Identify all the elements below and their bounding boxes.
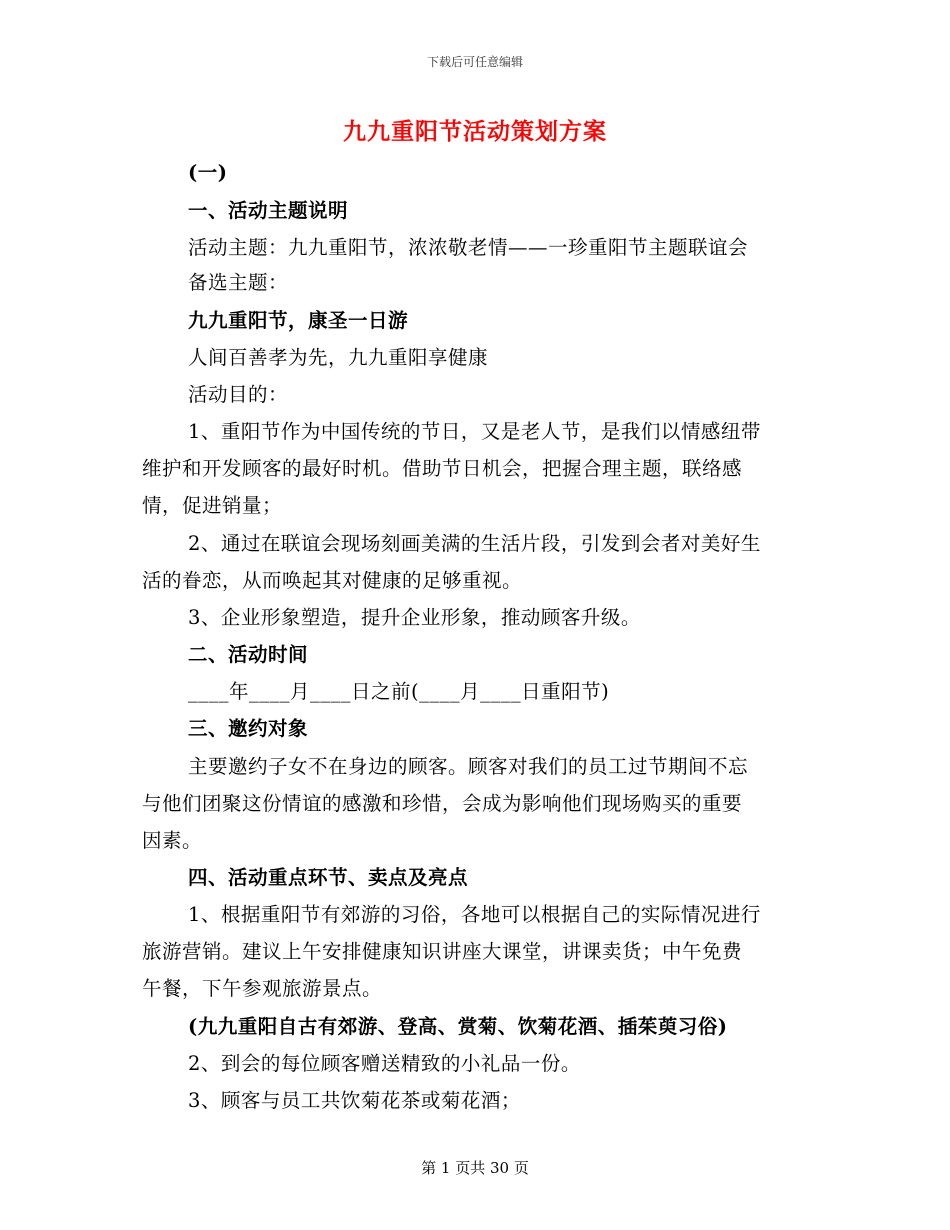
page-number: 第 1 页共 30 页 <box>421 1159 529 1177</box>
paragraph-line: 主要邀约子女不在身边的顾客。顾客对我们的员工过节期间不忘 <box>188 755 749 778</box>
paragraph-line: 2、到会的每位顾客赠送精致的小礼品一份。 <box>188 1052 581 1075</box>
paragraph-line: 情，促进销量； <box>142 494 283 517</box>
heading-highlights: 四、活动重点环节、卖点及亮点 <box>188 866 469 889</box>
paragraph-line: 1、重阳节作为中国传统的节日，又是老人节，是我们以情感纽带 <box>188 420 761 443</box>
paragraph-line: 2、通过在联谊会现场刻画美满的生活片段，引发到会者对美好生 <box>188 532 761 555</box>
heading-invitees: 三、邀约对象 <box>188 717 309 740</box>
paragraph-line: 人间百善孝为先，九九重阳享健康 <box>188 346 489 369</box>
custom-note-line: (九九重阳自古有郊游、登高、赏菊、饮菊花酒、插茱萸习俗) <box>188 1015 728 1038</box>
paragraph-line: 旅游营销。建议上午安排健康知识讲座大课堂，讲课卖货；中午免费 <box>142 940 743 963</box>
document-title: 九九重阳节活动策划方案 <box>343 118 607 145</box>
paragraph-line: 活的眷恋，从而唤起其对健康的足够重视。 <box>142 569 523 592</box>
paragraph-line: 3、顾客与员工共饮菊花茶或菊花酒； <box>188 1089 521 1112</box>
section-label: (一) <box>188 161 228 184</box>
date-line: ____年____月____日之前(____月____日重阳节) <box>188 680 610 703</box>
paragraph-line: 3、企业形象塑造，提升企业形象，推动顾客升级。 <box>188 606 641 629</box>
heading-time: 二、活动时间 <box>188 643 309 666</box>
paragraph-line: 维护和开发顾客的最好时机。借助节日机会，把握合理主题，联络感 <box>142 457 743 480</box>
paragraph-line: 与他们团聚这份情谊的感激和珍惜，会成为影响他们现场购买的重要 <box>142 792 743 815</box>
paragraph-line: 因素。 <box>142 829 203 852</box>
paragraph-line: 午餐，下午参观旅游景点。 <box>142 977 383 1000</box>
heading-theme: 一、活动主题说明 <box>188 199 349 222</box>
header-note: 下载后可任意编辑 <box>426 55 523 69</box>
subtheme-line: 九九重阳节，康圣一日游 <box>188 309 409 332</box>
paragraph-line: 活动主题：九九重阳节，浓浓敬老情——一珍重阳节主题联谊会 <box>188 236 749 259</box>
paragraph-line: 备选主题： <box>188 271 289 294</box>
paragraph-line: 1、根据重阳节有郊游的习俗，各地可以根据自己的实际情况进行 <box>188 903 761 926</box>
paragraph-line: 活动目的： <box>188 383 289 406</box>
